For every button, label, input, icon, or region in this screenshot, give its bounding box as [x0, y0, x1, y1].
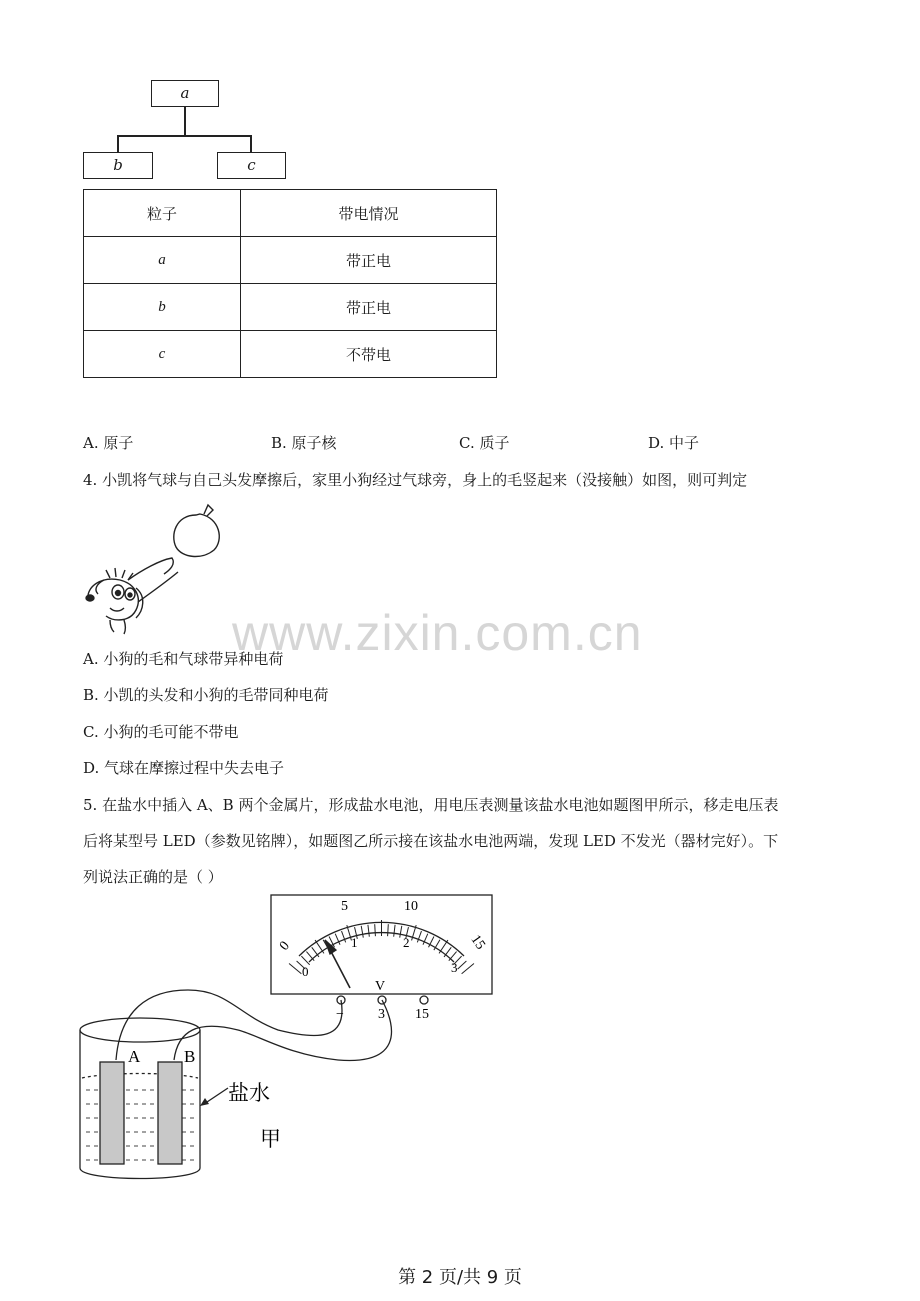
meter-outer-label: 5 — [341, 899, 348, 914]
meter-tick — [375, 924, 376, 936]
q3-option-a: A. 原子 — [83, 434, 134, 452]
table-row — [84, 331, 497, 378]
q3-option-d: D. 中子 — [648, 434, 700, 452]
table-row — [84, 237, 497, 284]
meter-tick — [462, 964, 474, 974]
q4-option-c: C. 小狗的毛可能不带电 — [83, 723, 239, 741]
tree-connector — [117, 135, 251, 137]
table-cell: 不带电 — [241, 331, 497, 378]
electrode-b-label: B — [184, 1047, 196, 1066]
meter-outer-label: 0 — [277, 938, 293, 954]
table-cell: b — [84, 284, 241, 331]
table-cell: 带正电 — [241, 284, 497, 331]
electrode-b — [158, 1062, 182, 1164]
meter-outer-label: 10 — [404, 899, 418, 914]
table-row — [84, 284, 497, 331]
q4-stem: 4. 小凯将气球与自己头发摩擦后，家里小狗经过气球旁，身上的毛竖起来（没接触）如图，则可判定 — [83, 471, 748, 489]
meter-outer-label: 15 — [467, 932, 488, 953]
dog-balloon-illustration — [80, 500, 230, 635]
meter-tick — [439, 940, 448, 953]
meter-tick — [315, 940, 324, 953]
tree-node-a: a — [151, 80, 219, 107]
figure-label: 甲 — [260, 1127, 281, 1151]
q3-option-c: C. 质子 — [459, 434, 510, 452]
electrode-a — [100, 1062, 124, 1164]
terminal-label: 15 — [415, 1007, 429, 1022]
tree-node-c: c — [217, 152, 286, 179]
q5-line-1: 5. 在盐水中插入 A、B 两个金属片，形成盐水电池，用电压表测量该盐水电池如题图甲所示，移走电压表 — [83, 796, 779, 814]
table-header: 粒子 — [84, 190, 241, 237]
table-header: 带电情况 — [241, 190, 497, 237]
page-footer: 第 2 页/共 9 页 — [398, 1267, 522, 1288]
table-cell: c — [84, 331, 241, 378]
meter-tick — [368, 925, 369, 937]
meter-tick — [289, 964, 301, 974]
meter-inner-label: 2 — [403, 935, 410, 950]
terminal-label: 3 — [378, 1007, 385, 1022]
meter-tick — [458, 961, 467, 969]
q4-option-b: B. 小凯的头发和小狗的毛带同种电荷 — [83, 686, 329, 704]
meter-tick — [306, 952, 314, 961]
meter-inner-label: 3 — [451, 960, 458, 975]
q5-line-3: 列说法正确的是（ ） — [83, 868, 223, 886]
salt-water-label: 盐水 — [228, 1081, 270, 1105]
tree-connector — [184, 106, 186, 136]
watermark: www.zixin.com.cn — [232, 605, 643, 661]
q5-line-2: 后将某型号 LED（参数见铭牌），如题图乙所示接在该盐水电池两端，发现 LED 不发光（器材完好）。下 — [83, 832, 779, 850]
electrode-a-label: A — [128, 1047, 141, 1066]
particle-charge-table — [83, 189, 497, 378]
table-cell: 带正电 — [241, 237, 497, 284]
meter-inner-label: 0 — [302, 964, 309, 979]
table-header-row — [84, 190, 497, 237]
meter-tick — [400, 926, 402, 938]
terminal-label: − — [336, 1007, 344, 1022]
table-cell: a — [84, 237, 241, 284]
meter-inner-label: 1 — [351, 935, 358, 950]
meter-tick — [394, 925, 395, 937]
meter-tick — [361, 926, 363, 938]
q4-option-d: D. 气球在摩擦过程中失去电子 — [83, 759, 285, 777]
tree-connector — [250, 135, 252, 152]
voltmeter-circuit-figure — [78, 890, 498, 1190]
voltmeter-symbol: V — [375, 979, 386, 994]
tree-connector — [117, 135, 119, 152]
q3-option-b: B. 原子核 — [271, 434, 337, 452]
meter-tick — [388, 924, 389, 936]
tree-node-b: b — [83, 152, 153, 179]
q4-option-a: A. 小狗的毛和气球带异种电荷 — [83, 650, 284, 668]
